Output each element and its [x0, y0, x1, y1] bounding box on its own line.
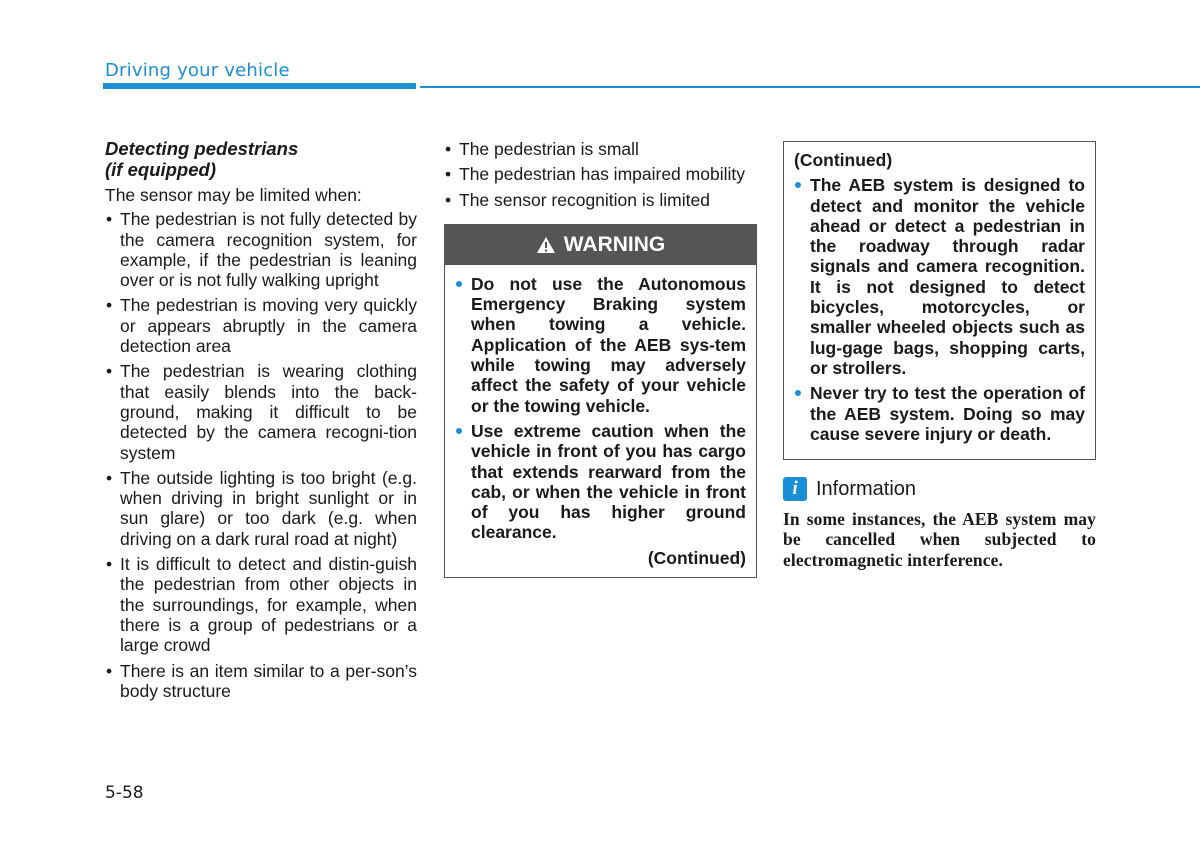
header-rule-thin [420, 86, 1200, 88]
list-item: • The pedestrian is moving very quickly or appears abruptly in the camera detection area [105, 295, 417, 356]
list-item: • The outside lighting is too bright (e.g. when driving in bright sunlight or in sun glare) or too dark (e.g. when driving on a dark rural road at night) [105, 468, 417, 549]
list-item: • The sensor recognition is limited [444, 190, 757, 210]
list-item: • The pedestrian is small [444, 139, 757, 159]
warning-item: Never try to test the operation of the AEB system. Doing so may cause severe injury or death. [794, 383, 1085, 444]
warning-item: Do not use the Autonomous Emergency Braking system when towing a vehicle. Application of the AEB sys-tem while towing may adversely affect the safety of your vehicle or the towing vehicle. [455, 274, 746, 416]
limitation-list [105, 209, 417, 701]
information-text: In some instances, the AEB system may be cancelled when subjected to electromagnetic interference. [783, 509, 1096, 570]
warning-triangle-icon [536, 236, 556, 254]
list-item: • The pedestrian is wearing clothing that easily blends into the back-ground, making it difficult to be detected by the camera recogni-tion system [105, 361, 417, 462]
header-rule-thick [103, 83, 416, 89]
warning-title: WARNING [563, 232, 666, 256]
warning-box [444, 224, 757, 578]
list-item: • It is difficult to detect and distin-guish the pedestrian from other objects in the surroundings, for example, when there is a group of pedestrians or a large crowd [105, 554, 417, 655]
warning-continued-box [783, 141, 1096, 460]
information-title: Information [816, 478, 917, 500]
list-item: • The pedestrian has impaired mobility [444, 164, 757, 184]
warning-item: The AEB system is designed to detect and monitor the vehicle ahead or detect a pedestrian in the roadway through radar signals and camera recognition. It is not designed to detect bicycles, motorcycles, or smaller wheeled objects such as lug-gage bags, shopping carts, or strollers. [794, 175, 1085, 378]
warning-item: Use extreme caution when the vehicle in front of you has cargo that extends rearward from the cab, or when the vehicle in front of you has higher ground clearance. [455, 421, 746, 543]
list-item: • There is an item similar to a per-son’s body structure [105, 661, 417, 702]
column-middle [444, 139, 757, 578]
continued-label: (Continued) [794, 150, 893, 170]
section-title: Driving your vehicle [105, 60, 290, 81]
subsection-heading-line1: Detecting pedestrians [105, 138, 299, 159]
subsection-heading [105, 139, 417, 180]
column-left [105, 139, 417, 706]
warning-body [445, 265, 756, 577]
info-icon: i [783, 477, 807, 501]
intro-text: The sensor may be limited when: [105, 185, 362, 205]
information-heading [783, 477, 1096, 501]
subsection-heading-line2: (if equipped) [105, 158, 216, 180]
warning-continued-list [794, 175, 1085, 444]
continued-label: (Continued) [647, 547, 746, 568]
warning-header [445, 225, 756, 265]
column-right [783, 141, 1096, 570]
page-number: 5-58 [105, 783, 144, 803]
warning-list [455, 274, 746, 543]
list-item: • The pedestrian is not fully detected by the camera recognition system, for example, if the pedestrian is leaning over or is not fully walking upright [105, 209, 417, 290]
limitation-list-continued [444, 139, 757, 210]
